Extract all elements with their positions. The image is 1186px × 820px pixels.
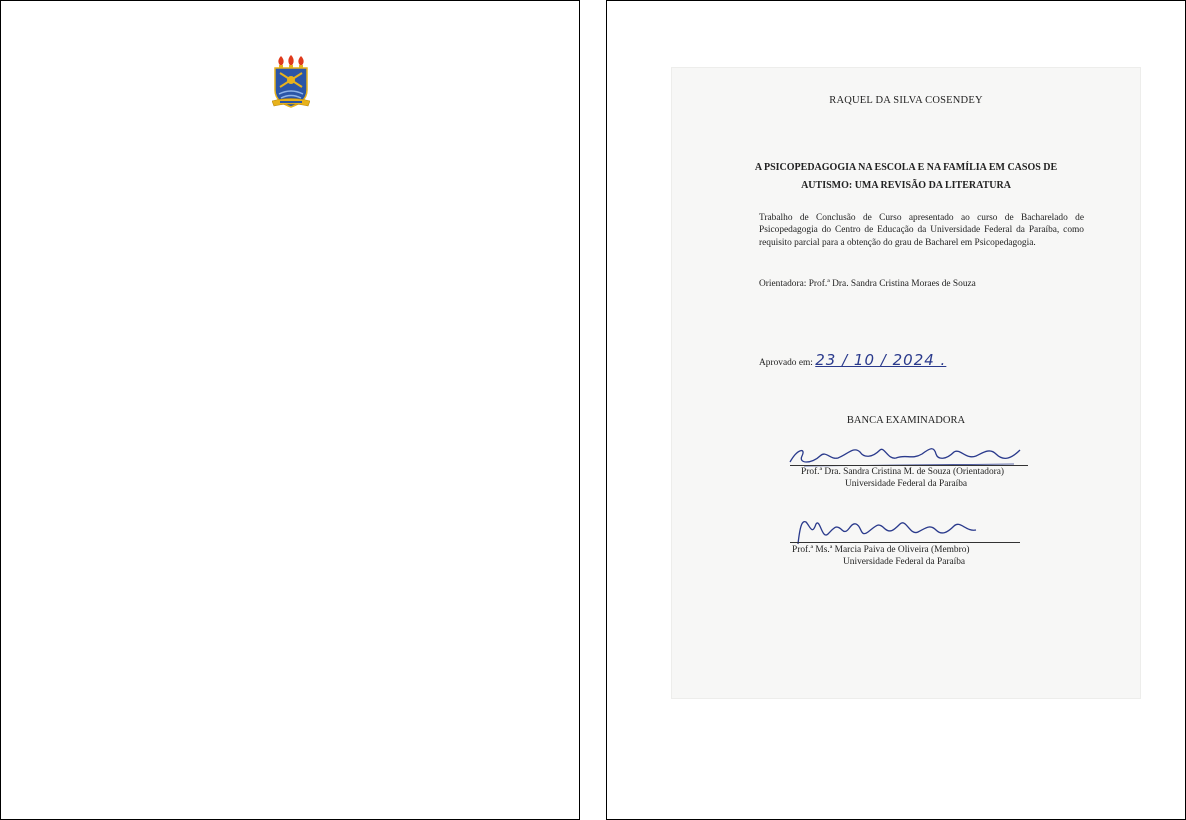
signature-line-1 <box>790 465 1028 466</box>
approval-date-row <box>759 351 946 369</box>
approval-label: Aprovado em: <box>759 358 813 368</box>
thesis-title-line-1: A PSICOPEDAGOGIA NA ESCOLA E NA FAMÍLIA EM CASOS DE <box>754 162 1058 173</box>
ufpb-crest-icon <box>272 54 310 110</box>
author-name: RAQUEL DA SILVA COSENDEY <box>829 95 983 106</box>
right-page <box>606 0 1186 820</box>
thesis-title-line-2: AUTISMO: UMA REVISÃO DA LITERATURA <box>801 180 1011 191</box>
thesis-purpose-text: Trabalho de Conclusão de Curso apresentado ao curso de Bacharelado de Psicopedagogia do Centro de Educação da Universidade Federal da Paraíba, como requisito parcial para a obtenção do grau de Bacharel em Psicopedagogia. <box>759 213 1084 248</box>
scanned-approval-sheet <box>671 67 1141 699</box>
board-title: BANCA EXAMINADORA <box>846 415 966 426</box>
advisor-line: Orientadora: Prof.ª Dra. Sandra Cristina Moraes de Souza <box>759 279 976 289</box>
member-1-name: Prof.ª Dra. Sandra Cristina M. de Souza (Orientadora) <box>801 467 1005 477</box>
signature-line-2 <box>790 542 1020 543</box>
left-page <box>0 0 580 820</box>
member-2-institution: Universidade Federal da Paraíba <box>843 557 966 567</box>
member-1-institution: Universidade Federal da Paraíba <box>845 479 968 489</box>
member-2-name: Prof.ª Ms.ª Marcia Paiva de Oliveira (Membro) <box>792 545 970 555</box>
approval-date-handwritten: 23 / 10 / 2024 . <box>815 351 947 369</box>
